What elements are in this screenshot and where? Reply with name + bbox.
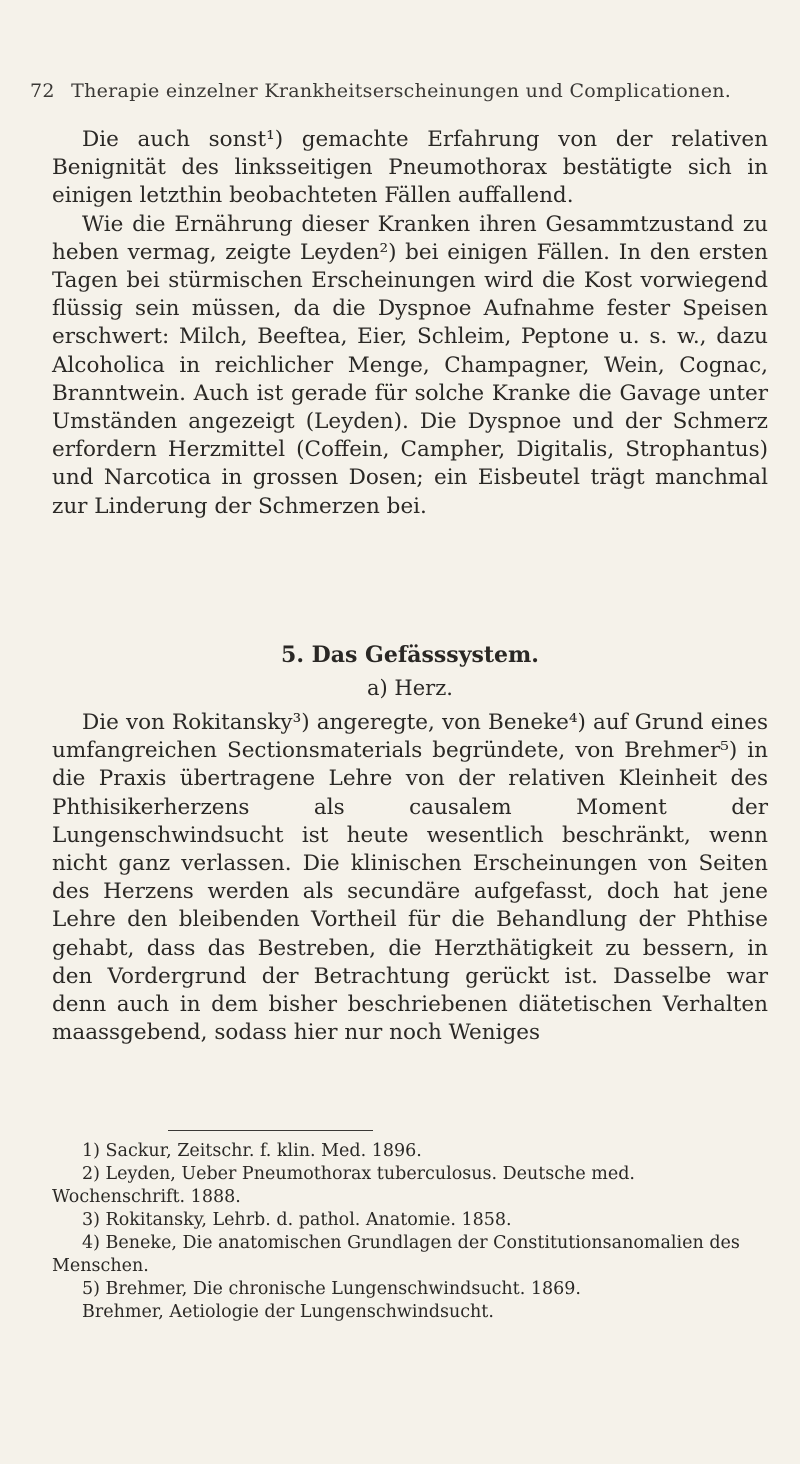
footnote-1: 1) Sackur, Zeitschr. f. klin. Med. 1896. bbox=[82, 1141, 422, 1161]
footnote-divider bbox=[168, 1130, 373, 1131]
subsection-title: a) Herz. bbox=[367, 676, 453, 700]
section-text-block bbox=[52, 709, 768, 1047]
footnote-4: 4) Beneke, Die anatomischen Grundlagen der Constitutionsanomalien des Menschen. bbox=[52, 1233, 740, 1276]
footnote-5: 5) Brehmer, Die chronische Lungenschwindsucht. 1869. bbox=[82, 1279, 581, 1299]
main-text-block bbox=[52, 126, 768, 521]
paragraph-nutrition: Wie die Ernährung dieser Kranken ihren Gesammtzustand zu heben vermag, zeigte Leyden²) bei einigen Fällen. In den ersten Tagen bei stürmischen Erscheinungen wird die Kost vorwiegend flüssig sein müssen, da die Dyspnoe Aufnahme fester Speisen erschwert: Milch, Beeftea, Eier, Schleim, Peptone u. s. w., dazu Alcoholica in reichlicher Menge, Champagner, Wein, Cognac, Branntwein. Auch ist gerade für solche Kranke die Gavage unter Umständen angezeigt (Leyden). Die Dyspnoe und der Schmerz erfordern Herzmittel (Coffein, Campher, Digitalis, Strophantus) und Narcotica in grossen Dosen; ein Eisbeutel trägt manchmal zur Linderung der Schmerzen bei. bbox=[52, 211, 768, 519]
paragraph-heart: Die von Rokitansky³) angeregte, von Beneke⁴) auf Grund eines umfangreichen Sectionsmaterials begründete, von Brehmer⁵) in die Praxis übertragene Lehre von der relativen Kleinheit des Phthisikerherzens als causalem Moment der Lungenschwindsucht ist heute wesentlich beschränkt, wenn nicht ganz verlassen. Die klinischen Erscheinungen von Seiten des Herzens werden als secundäre aufgefasst, doch hat jene Lehre den bleibenden Vortheil für die Behandlung der Phthise gehabt, dass das Bestreben, die Herzthätigkeit zu bessern, in den Vordergrund der Betrachtung gerückt ist. Dasselbe war denn auch in dem bisher beschriebenen diätetischen Verhalten maassgebend, sodass hier nur noch Weniges bbox=[52, 710, 768, 1046]
section-title: 5. Das Gefässsystem. bbox=[281, 642, 539, 668]
running-header bbox=[30, 80, 770, 102]
page-number: 72 bbox=[30, 80, 55, 102]
footnotes bbox=[52, 1140, 768, 1324]
footnote-2: 2) Leyden, Ueber Pneumothorax tuberculosus. Deutsche med. Wochenschrift. 1888. bbox=[52, 1164, 635, 1207]
footnote-3: 3) Rokitansky, Lehrb. d. pathol. Anatomie. 1858. bbox=[82, 1210, 512, 1230]
paragraph-pneumothorax: Die auch sonst¹) gemachte Erfahrung von der relativen Benignität des linksseitigen Pneumothorax bestätigte sich in einigen letzthin beobachteten Fällen auffallend. bbox=[52, 127, 768, 209]
running-title: Therapie einzelner Krankheitserscheinungen und Complicationen. bbox=[71, 80, 732, 102]
footnote-5-continued: Brehmer, Aetiologie der Lungenschwindsucht. bbox=[82, 1302, 494, 1322]
